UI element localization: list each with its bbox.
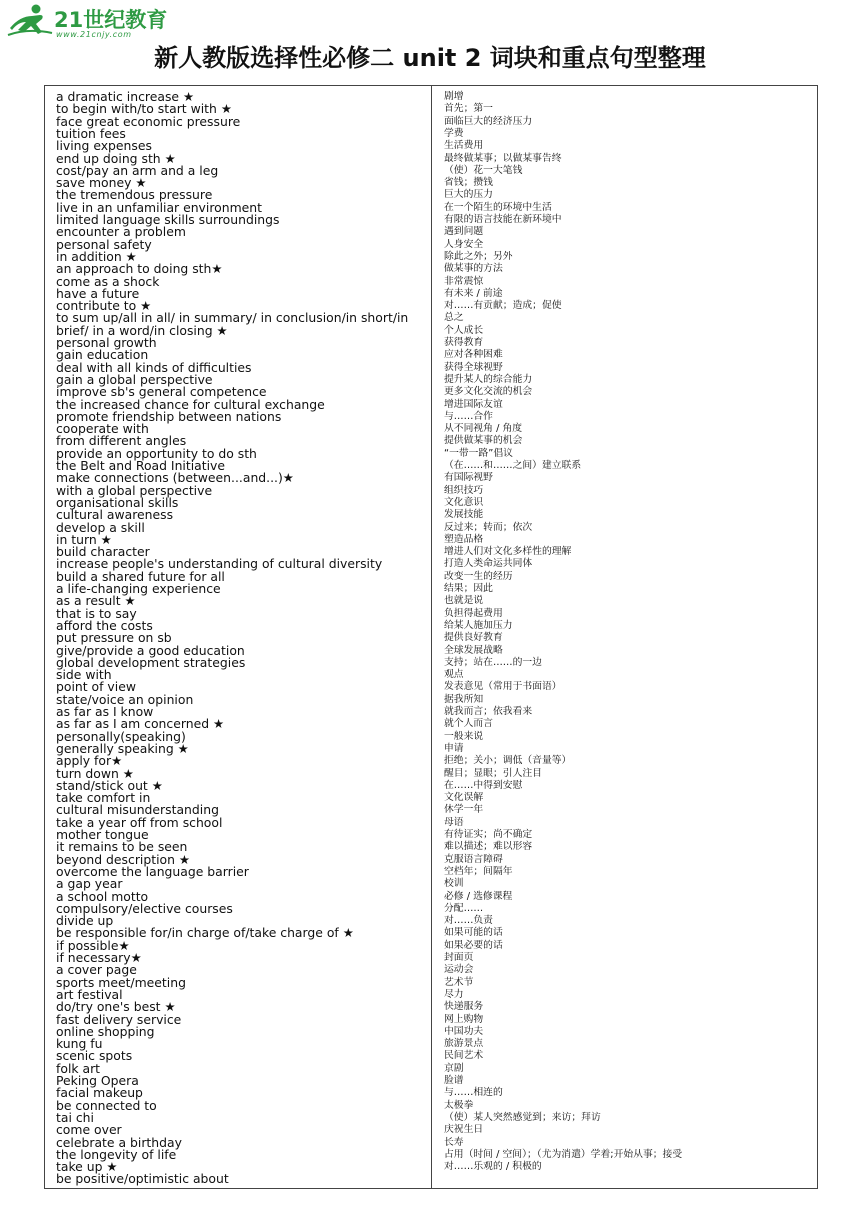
english-phrase: divide up [56, 913, 114, 929]
english-phrase: with a global perspective [56, 482, 213, 498]
chinese-meaning: 非常震惊 [444, 275, 484, 287]
chinese-meaning: 庆祝生日 [444, 1124, 484, 1136]
chinese-meaning: 快递服务 [444, 1001, 484, 1013]
chinese-meaning: 一般来说 [444, 730, 484, 742]
vocab-table [44, 85, 818, 1189]
page-title: 新人教版选择性必修二 unit 2 词块和重点句型整理 [154, 44, 706, 72]
english-phrase: in addition ★ [56, 248, 137, 264]
english-phrase: deal with all kinds of difficulties [56, 359, 252, 375]
chinese-meaning: 做某事的方法 [444, 263, 503, 275]
english-column [45, 86, 432, 1188]
chinese-meaning: 获得教育 [444, 337, 484, 348]
english-phrase: do/try one's best ★ [56, 999, 176, 1015]
chinese-meaning: 必修 / 选修课程 [444, 890, 513, 902]
chinese-meaning: 与……相连的 [444, 1087, 503, 1099]
english-phrase: encounter a problem [56, 224, 186, 240]
english-phrase: be positive/optimistic about [56, 1171, 229, 1187]
chinese-meaning: 面临巨大的经济压力 [444, 115, 533, 127]
english-phrase: the longevity of life [56, 1146, 177, 1162]
english-phrase: personally(speaking) [56, 728, 186, 744]
chinese-meaning: 校训 [444, 878, 464, 890]
english-phrase: be responsible for/in charge of/take charge of ★ [56, 925, 354, 941]
chinese-meaning: 更多文化交流的机会 [444, 386, 533, 398]
english-phrase: generally speaking ★ [56, 740, 189, 756]
chinese-meaning: 醒目；显眼；引人注目 [444, 767, 542, 779]
english-phrase: live in an unfamiliar environment [56, 199, 262, 215]
chinese-meaning: 有国际视野 [444, 472, 493, 484]
english-phrase: take up ★ [56, 1159, 118, 1175]
english-phrase: turn down ★ [56, 765, 134, 781]
chinese-meaning: 提供做某事的机会 [444, 435, 523, 447]
english-phrase: take comfort in [56, 790, 151, 806]
english-phrase: contribute to ★ [56, 298, 152, 314]
english-phrase: as a result ★ [56, 593, 136, 609]
chinese-meaning: 给某人施加压力 [444, 619, 513, 631]
chinese-meaning: 在一个陌生的环境中生活 [444, 201, 552, 213]
english-phrase: art festival [56, 986, 123, 1002]
english-phrase: face great economic pressure [56, 113, 241, 129]
chinese-meaning: （使）花一大笔钱 [444, 164, 523, 176]
chinese-meaning: 文化误解 [444, 792, 484, 804]
chinese-meaning: 剧增 [444, 91, 464, 102]
chinese-meaning: 除此之外；另外 [444, 250, 513, 262]
chinese-meaning: （使）某人突然感觉到；来访；拜访 [444, 1111, 601, 1123]
chinese-meaning: 提升某人的综合能力 [444, 373, 533, 385]
chinese-meaning: 支持；站在……的一边 [444, 656, 542, 668]
chinese-meaning: 总之 [444, 312, 464, 324]
english-phrase: facial makeup [56, 1085, 143, 1101]
chinese-meaning: 最终做某事；以做某事告终 [444, 152, 562, 164]
english-phrase: promote friendship between nations [56, 408, 282, 424]
chinese-meaning: “一带一路”倡议 [444, 447, 513, 459]
english-phrase: kung fu [56, 1036, 103, 1052]
chinese-meaning: 应对各种困难 [444, 349, 503, 361]
english-phrase: save money ★ [56, 175, 147, 191]
chinese-meaning: 中国功夫 [444, 1025, 484, 1037]
english-phrase: cost/pay an arm and a leg [56, 162, 219, 178]
english-phrase: folk art [56, 1060, 101, 1076]
english-phrase: as far as I know [56, 704, 154, 719]
chinese-meaning: 占用（时间 / 空间）；（尤为消遣）学着;开始从事；接受 [444, 1148, 683, 1160]
chinese-meaning: 对……乐观的 / 积极的 [444, 1161, 542, 1173]
english-phrase: that is to say [56, 605, 137, 621]
chinese-meaning: 提供良好教育 [444, 632, 503, 644]
english-phrase: state/voice an opinion [56, 691, 194, 707]
chinese-meaning: 文化意识 [444, 496, 484, 508]
english-phrase: end up doing sth ★ [56, 150, 176, 166]
chinese-meaning: 有未来 / 前途 [444, 287, 503, 299]
chinese-meaning: 人身安全 [444, 238, 484, 250]
english-phrase: afford the costs [56, 617, 153, 633]
chinese-meaning: 分配…… [444, 902, 484, 914]
english-phrase: organisational skills [56, 494, 179, 510]
english-phrase: apply for★ [56, 753, 123, 769]
english-phrase: fast delivery service [56, 1011, 182, 1027]
chinese-meaning: 母语 [444, 816, 464, 828]
logo [6, 2, 176, 42]
english-phrase: gain a global perspective [56, 371, 213, 387]
english-phrase: if necessary★ [56, 950, 142, 965]
english-phrase: brief/ in a word/in closing ★ [56, 322, 228, 338]
chinese-meaning: 对……负责 [444, 915, 493, 927]
english-phrase: make connections (between...and...)★ [56, 470, 294, 486]
english-phrase: have a future [56, 285, 140, 301]
chinese-meaning: 对……有贡献；造成；促使 [444, 300, 562, 312]
english-phrase: in turn ★ [56, 531, 112, 547]
chinese-meaning: 打造人类命运共同体 [444, 558, 533, 570]
runner-logo-icon [6, 2, 54, 42]
english-phrase: point of view [56, 679, 136, 695]
english-phrase: beyond description ★ [56, 851, 190, 867]
chinese-meaning: 拒绝；关小；调低（音量等） [444, 755, 572, 767]
chinese-meaning: 长寿 [444, 1136, 464, 1148]
chinese-meaning: 发表意见（常用于书面语） [444, 681, 562, 693]
english-phrase: gain education [56, 347, 149, 363]
english-phrase: living expenses [56, 138, 152, 154]
chinese-meaning: 有待证实；尚不确定 [444, 829, 533, 840]
english-phrase: to begin with/to start with ★ [56, 101, 232, 117]
english-phrase: Peking Opera [56, 1073, 139, 1088]
english-phrase: cooperate with [56, 421, 149, 437]
chinese-meaning: 如果可能的话 [444, 927, 503, 939]
english-phrase: overcome the language barrier [56, 863, 249, 879]
english-phrase: personal safety [56, 236, 152, 252]
chinese-meaning: 个人成长 [444, 324, 484, 336]
english-phrase: provide an opportunity to do sth [56, 445, 257, 461]
chinese-column [432, 86, 817, 1188]
english-phrase: mother tongue [56, 827, 149, 842]
english-phrase: cultural misunderstanding [56, 802, 219, 818]
english-phrase: give/provide a good education [56, 642, 245, 658]
chinese-meaning: 获得全球视野 [444, 361, 503, 373]
chinese-meaning: 就个人而言 [444, 718, 493, 730]
english-phrase: a dramatic increase ★ [56, 89, 195, 104]
english-phrase: compulsory/elective courses [56, 900, 233, 916]
english-phrase: improve sb's general competence [56, 384, 267, 400]
english-phrase: global development strategies [56, 654, 246, 670]
chinese-meaning: 空档年；间隔年 [444, 865, 513, 877]
chinese-meaning: 全球发展战略 [444, 644, 503, 656]
chinese-meaning: 生活费用 [444, 140, 484, 152]
chinese-meaning: 艺术节 [444, 976, 474, 988]
english-phrase: develop a skill [56, 519, 145, 535]
chinese-meaning: 反过来；转而；依次 [444, 521, 533, 533]
chinese-meaning: 观点 [444, 669, 464, 681]
chinese-meaning: 增进国际友谊 [444, 398, 503, 410]
chinese-meaning: 如果必要的话 [444, 939, 503, 951]
chinese-meaning: 申请 [444, 742, 464, 754]
english-phrase: personal growth [56, 335, 157, 350]
english-phrase: build character [56, 544, 150, 560]
chinese-meaning: 京剧 [444, 1062, 464, 1074]
chinese-meaning: 难以描述；难以形容 [444, 841, 533, 853]
chinese-meaning: 增进人们对文化多样性的理解 [444, 546, 572, 558]
english-phrase: stand/stick out ★ [56, 777, 163, 793]
english-phrase: side with [56, 667, 112, 683]
english-phrase: the Belt and Road Initiative [56, 458, 226, 473]
english-phrase: come as a shock [56, 273, 160, 289]
english-phrase: a school motto [56, 888, 149, 904]
chinese-meaning: 也就是说 [444, 595, 484, 607]
english-phrase: be connected to [56, 1097, 157, 1113]
chinese-meaning: 塑造品格 [444, 533, 484, 545]
chinese-meaning: 改变一生的经历 [444, 570, 513, 582]
english-phrase: limited language skills surroundings [56, 212, 280, 227]
chinese-meaning: 太极拳 [444, 1099, 474, 1111]
chinese-meaning: 封面页 [444, 952, 474, 963]
chinese-meaning: 克服语言障碍 [444, 853, 503, 865]
english-phrase: from different angles [56, 433, 187, 449]
english-phrase: celebrate a birthday [56, 1134, 182, 1150]
chinese-meaning: 民间艺术 [444, 1050, 484, 1062]
english-phrase: an approach to doing sth★ [56, 261, 223, 277]
english-phrase: as far as I am concerned ★ [56, 716, 225, 732]
english-phrase: build a shared future for all [56, 568, 225, 584]
chinese-meaning: 据我所知 [444, 693, 484, 705]
english-phrase: a cover page [56, 962, 137, 978]
english-phrase: if possible★ [56, 937, 130, 953]
chinese-meaning: 就我而言；依我看来 [444, 706, 533, 717]
chinese-meaning: 发展技能 [444, 509, 484, 521]
english-phrase: it remains to be seen [56, 839, 188, 855]
chinese-meaning: 负担得起费用 [444, 607, 503, 619]
english-phrase: come over [56, 1122, 122, 1138]
chinese-meaning: 省钱；攒钱 [444, 177, 493, 189]
english-phrase: the tremendous pressure [56, 187, 213, 203]
english-phrase: take a year off from school [56, 814, 223, 830]
chinese-meaning: 脸谱 [444, 1075, 464, 1086]
english-phrase: tuition fees [56, 125, 126, 141]
chinese-meaning: 运动会 [444, 964, 474, 976]
english-phrase: online shopping [56, 1023, 155, 1039]
chinese-meaning: 从不同视角 / 角度 [444, 423, 523, 435]
english-phrase: scenic spots [56, 1048, 133, 1064]
english-phrase: the increased chance for cultural exchange [56, 396, 325, 412]
english-phrase: a gap year [56, 876, 123, 892]
chinese-meaning: 与……合作 [444, 410, 493, 422]
english-phrase: a life-changing experience [56, 581, 221, 596]
chinese-meaning: 首先；第一 [444, 103, 493, 115]
english-phrase: increase people's understanding of cultural diversity [56, 556, 383, 572]
chinese-meaning: 巨大的压力 [444, 189, 493, 201]
chinese-meaning: 结果；因此 [444, 583, 493, 594]
chinese-meaning: 有限的语言技能在新环境中 [444, 214, 562, 225]
chinese-meaning: 旅游景点 [444, 1038, 484, 1050]
chinese-meaning: 网上购物 [444, 1013, 484, 1025]
chinese-meaning: 组织技巧 [444, 484, 484, 496]
english-phrase: put pressure on sb [56, 630, 172, 646]
chinese-meaning: 在……中得到安慰 [444, 779, 523, 791]
logo-url: www.21cnjy.com [56, 30, 132, 39]
english-phrase: tai chi [56, 1109, 94, 1125]
english-phrase: sports meet/meeting [56, 974, 186, 990]
chinese-meaning: （在……和……之间）建立联系 [444, 460, 582, 471]
english-phrase: to sum up/all in all/ in summary/ in conclusion/in short/in [56, 310, 409, 326]
english-phrase: cultural awareness [56, 507, 174, 523]
chinese-meaning: 遇到问题 [444, 226, 484, 238]
chinese-meaning: 休学一年 [444, 804, 484, 816]
chinese-meaning: 尽力 [444, 988, 464, 1000]
chinese-meaning: 学费 [444, 127, 464, 139]
logo-text: 21世纪教育 [54, 8, 168, 32]
